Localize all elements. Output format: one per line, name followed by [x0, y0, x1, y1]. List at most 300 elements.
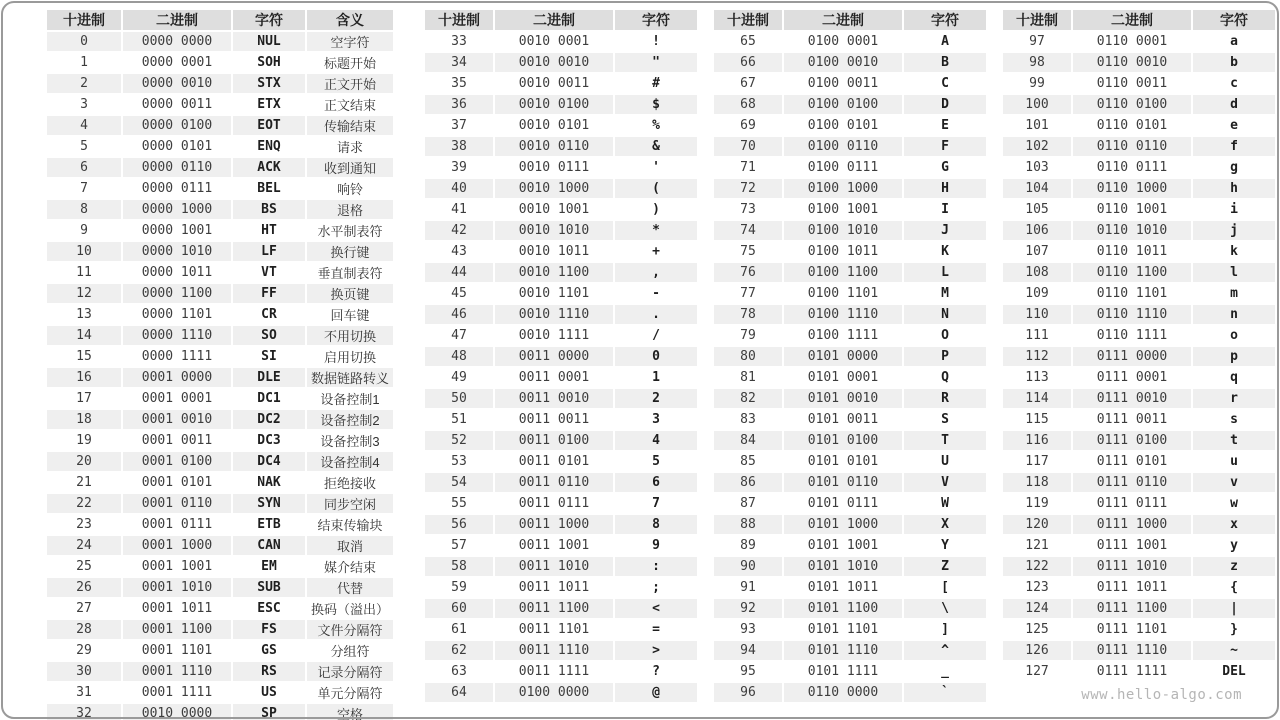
- column-header-decimal: 十进制: [1003, 10, 1071, 30]
- cell-decimal: 102: [1003, 137, 1071, 156]
- cell-binary: 0011 1000: [495, 515, 613, 534]
- cell-binary: 0100 0001: [784, 32, 902, 51]
- cell-decimal: 61: [425, 620, 493, 639]
- cell-char: R: [904, 389, 986, 408]
- cell-decimal: 19: [47, 431, 121, 450]
- cell-decimal: 68: [714, 95, 782, 114]
- table-row: [47, 431, 393, 450]
- cell-binary: 0100 0110: [784, 137, 902, 156]
- cell-decimal: 7: [47, 179, 121, 198]
- cell-decimal: 66: [714, 53, 782, 72]
- cell-char: b: [1193, 53, 1275, 72]
- column-header-char: 字符: [615, 10, 697, 30]
- cell-decimal: 56: [425, 515, 493, 534]
- cell-binary: 0010 0101: [495, 116, 613, 135]
- cell-char: /: [615, 326, 697, 345]
- cell-decimal: 92: [714, 599, 782, 618]
- table-row: [47, 473, 393, 492]
- cell-decimal: 121: [1003, 536, 1071, 555]
- cell-char: DC3: [233, 431, 305, 450]
- table-row: [714, 158, 986, 177]
- table-row: [714, 536, 986, 555]
- cell-char: ACK: [233, 158, 305, 177]
- cell-binary: 0010 1000: [495, 179, 613, 198]
- cell-binary: 0110 0000: [784, 683, 902, 702]
- cell-decimal: 58: [425, 557, 493, 576]
- cell-meaning: 换码（溢出）: [307, 599, 393, 618]
- column-header-char: 字符: [1193, 10, 1275, 30]
- cell-decimal: 96: [714, 683, 782, 702]
- table-row: [425, 410, 697, 429]
- cell-decimal: 104: [1003, 179, 1071, 198]
- cell-meaning: 媒介结束: [307, 557, 393, 576]
- cell-decimal: 13: [47, 305, 121, 324]
- column-header-meaning: 含义: [307, 10, 393, 30]
- table-row: [1003, 326, 1275, 345]
- cell-decimal: 127: [1003, 662, 1071, 681]
- cell-decimal: 47: [425, 326, 493, 345]
- table-row: [425, 620, 697, 639]
- table-row: [1003, 368, 1275, 387]
- cell-meaning: 拒绝接收: [307, 473, 393, 492]
- column-header-binary: 二进制: [495, 10, 613, 30]
- cell-char: 5: [615, 452, 697, 471]
- cell-char: D: [904, 95, 986, 114]
- table-row: [47, 179, 393, 198]
- cell-decimal: 105: [1003, 200, 1071, 219]
- cell-decimal: 70: [714, 137, 782, 156]
- cell-binary: 0101 1010: [784, 557, 902, 576]
- cell-decimal: 11: [47, 263, 121, 282]
- table-row: [47, 116, 393, 135]
- table-row: [425, 116, 697, 135]
- cell-decimal: 36: [425, 95, 493, 114]
- table-row: [1003, 95, 1275, 114]
- ascii-table-control: [45, 8, 395, 720]
- table-row: [714, 599, 986, 618]
- table-row: [1003, 431, 1275, 450]
- cell-decimal: 77: [714, 284, 782, 303]
- cell-decimal: 126: [1003, 641, 1071, 660]
- cell-decimal: 103: [1003, 158, 1071, 177]
- cell-binary: 0100 0011: [784, 74, 902, 93]
- cell-decimal: 80: [714, 347, 782, 366]
- cell-binary: 0111 1010: [1073, 557, 1191, 576]
- table-row: [425, 179, 697, 198]
- cell-char: P: [904, 347, 986, 366]
- cell-decimal: 75: [714, 242, 782, 261]
- cell-decimal: 98: [1003, 53, 1071, 72]
- cell-decimal: 17: [47, 389, 121, 408]
- cell-char: j: [1193, 221, 1275, 240]
- table-row: [425, 284, 697, 303]
- cell-char: SI: [233, 347, 305, 366]
- table-row: [47, 662, 393, 681]
- cell-char: s: [1193, 410, 1275, 429]
- column-header-decimal: 十进制: [714, 10, 782, 30]
- cell-char: SOH: [233, 53, 305, 72]
- cell-binary: 0010 0010: [495, 53, 613, 72]
- cell-binary: 0110 0101: [1073, 116, 1191, 135]
- table-row: [425, 662, 697, 681]
- cell-char: S: [904, 410, 986, 429]
- cell-char: CR: [233, 305, 305, 324]
- cell-char: k: [1193, 242, 1275, 261]
- cell-binary: 0110 1110: [1073, 305, 1191, 324]
- table-row: [425, 683, 697, 702]
- cell-decimal: 83: [714, 410, 782, 429]
- cell-decimal: 84: [714, 431, 782, 450]
- cell-meaning: 回车键: [307, 305, 393, 324]
- cell-binary: 0000 1010: [123, 242, 231, 261]
- table-row: [1003, 158, 1275, 177]
- table-row: [425, 158, 697, 177]
- cell-binary: 0010 1111: [495, 326, 613, 345]
- table-row: [714, 368, 986, 387]
- table-row: [425, 599, 697, 618]
- cell-binary: 0000 1100: [123, 284, 231, 303]
- table-row: [714, 578, 986, 597]
- header-row: [47, 10, 393, 30]
- cell-binary: 0001 0110: [123, 494, 231, 513]
- cell-binary: 0001 0001: [123, 389, 231, 408]
- table-row: [47, 284, 393, 303]
- table-row: [47, 32, 393, 51]
- cell-binary: 0001 0000: [123, 368, 231, 387]
- cell-binary: 0011 1100: [495, 599, 613, 618]
- cell-binary: 0111 1000: [1073, 515, 1191, 534]
- cell-char: L: [904, 263, 986, 282]
- cell-char: $: [615, 95, 697, 114]
- ascii-table-lowercase: [1001, 8, 1277, 683]
- cell-char: V: [904, 473, 986, 492]
- table-row: [425, 305, 697, 324]
- cell-binary: 0110 0110: [1073, 137, 1191, 156]
- column-header-char: 字符: [233, 10, 305, 30]
- cell-meaning: 数据链路转义: [307, 368, 393, 387]
- cell-decimal: 88: [714, 515, 782, 534]
- table-row: [47, 74, 393, 93]
- cell-binary: 0110 0001: [1073, 32, 1191, 51]
- cell-binary: 0110 0010: [1073, 53, 1191, 72]
- cell-binary: 0100 1101: [784, 284, 902, 303]
- cell-decimal: 69: [714, 116, 782, 135]
- cell-char: ": [615, 53, 697, 72]
- table-row: [425, 452, 697, 471]
- cell-decimal: 10: [47, 242, 121, 261]
- cell-decimal: 111: [1003, 326, 1071, 345]
- cell-decimal: 74: [714, 221, 782, 240]
- cell-binary: 0010 0111: [495, 158, 613, 177]
- cell-decimal: 53: [425, 452, 493, 471]
- cell-binary: 0100 1111: [784, 326, 902, 345]
- cell-decimal: 24: [47, 536, 121, 555]
- cell-decimal: 8: [47, 200, 121, 219]
- cell-binary: 0101 0101: [784, 452, 902, 471]
- cell-binary: 0100 0000: [495, 683, 613, 702]
- cell-decimal: 51: [425, 410, 493, 429]
- table-row: [714, 494, 986, 513]
- cell-decimal: 87: [714, 494, 782, 513]
- table-row: [425, 389, 697, 408]
- table-row: [47, 515, 393, 534]
- cell-char: #: [615, 74, 697, 93]
- cell-decimal: 120: [1003, 515, 1071, 534]
- cell-binary: 0011 1110: [495, 641, 613, 660]
- cell-char: a: [1193, 32, 1275, 51]
- cell-binary: 0101 1111: [784, 662, 902, 681]
- table-row: [714, 32, 986, 51]
- cell-meaning: 换行键: [307, 242, 393, 261]
- table-row: [714, 74, 986, 93]
- cell-char: \: [904, 599, 986, 618]
- table-row: [425, 32, 697, 51]
- cell-char: &: [615, 137, 697, 156]
- table-row: [47, 221, 393, 240]
- cell-binary: 0111 0100: [1073, 431, 1191, 450]
- cell-char: M: [904, 284, 986, 303]
- table-row: [1003, 137, 1275, 156]
- table-row: [1003, 116, 1275, 135]
- cell-char: 4: [615, 431, 697, 450]
- table-row: [47, 704, 393, 720]
- table-row: [1003, 53, 1275, 72]
- table-row: [47, 536, 393, 555]
- cell-decimal: 65: [714, 32, 782, 51]
- table-row: [1003, 410, 1275, 429]
- cell-decimal: 64: [425, 683, 493, 702]
- cell-binary: 0111 0010: [1073, 389, 1191, 408]
- cell-char: I: [904, 200, 986, 219]
- cell-binary: 0100 1011: [784, 242, 902, 261]
- cell-decimal: 43: [425, 242, 493, 261]
- cell-binary: 0111 0111: [1073, 494, 1191, 513]
- cell-char: ;: [615, 578, 697, 597]
- cell-meaning: 文件分隔符: [307, 620, 393, 639]
- table-row: [1003, 389, 1275, 408]
- ascii-tables-container: [45, 8, 1277, 720]
- cell-meaning: 设备控制3: [307, 431, 393, 450]
- cell-decimal: 33: [425, 32, 493, 51]
- cell-decimal: 100: [1003, 95, 1071, 114]
- cell-meaning: 单元分隔符: [307, 683, 393, 702]
- cell-decimal: 54: [425, 473, 493, 492]
- cell-decimal: 113: [1003, 368, 1071, 387]
- cell-char: CAN: [233, 536, 305, 555]
- column-header-char: 字符: [904, 10, 986, 30]
- table-row: [425, 242, 697, 261]
- cell-meaning: 不用切换: [307, 326, 393, 345]
- cell-binary: 0101 0100: [784, 431, 902, 450]
- cell-char: BS: [233, 200, 305, 219]
- column-header-decimal: 十进制: [425, 10, 493, 30]
- cell-decimal: 44: [425, 263, 493, 282]
- cell-meaning: 同步空闲: [307, 494, 393, 513]
- table-row: [1003, 263, 1275, 282]
- cell-char: DC4: [233, 452, 305, 471]
- cell-decimal: 12: [47, 284, 121, 303]
- cell-char: LF: [233, 242, 305, 261]
- cell-decimal: 9: [47, 221, 121, 240]
- cell-decimal: 27: [47, 599, 121, 618]
- cell-binary: 0011 1011: [495, 578, 613, 597]
- cell-decimal: 95: [714, 662, 782, 681]
- cell-char: 3: [615, 410, 697, 429]
- cell-char: U: [904, 452, 986, 471]
- cell-meaning: 请求: [307, 137, 393, 156]
- cell-char: DLE: [233, 368, 305, 387]
- cell-char: ~: [1193, 641, 1275, 660]
- cell-decimal: 106: [1003, 221, 1071, 240]
- table-row: [47, 494, 393, 513]
- cell-binary: 0111 1111: [1073, 662, 1191, 681]
- cell-char: O: [904, 326, 986, 345]
- cell-binary: 0001 1000: [123, 536, 231, 555]
- table-row: [425, 221, 697, 240]
- cell-binary: 0000 1000: [123, 200, 231, 219]
- cell-binary: 0111 0001: [1073, 368, 1191, 387]
- cell-char: E: [904, 116, 986, 135]
- cell-char: ,: [615, 263, 697, 282]
- cell-decimal: 37: [425, 116, 493, 135]
- table-row: [714, 242, 986, 261]
- cell-char: GS: [233, 641, 305, 660]
- cell-char: RS: [233, 662, 305, 681]
- cell-char: ETX: [233, 95, 305, 114]
- cell-char: l: [1193, 263, 1275, 282]
- cell-char: [: [904, 578, 986, 597]
- table-row: [714, 95, 986, 114]
- cell-char: X: [904, 515, 986, 534]
- table-row: [1003, 494, 1275, 513]
- cell-char: d: [1193, 95, 1275, 114]
- cell-binary: 0101 1101: [784, 620, 902, 639]
- cell-decimal: 82: [714, 389, 782, 408]
- cell-binary: 0011 1010: [495, 557, 613, 576]
- table-row: [47, 326, 393, 345]
- cell-char: r: [1193, 389, 1275, 408]
- cell-decimal: 112: [1003, 347, 1071, 366]
- cell-char: z: [1193, 557, 1275, 576]
- cell-binary: 0111 0011: [1073, 410, 1191, 429]
- cell-binary: 0000 1110: [123, 326, 231, 345]
- cell-binary: 0011 0111: [495, 494, 613, 513]
- cell-decimal: 73: [714, 200, 782, 219]
- table-row: [425, 95, 697, 114]
- cell-meaning: 分组符: [307, 641, 393, 660]
- cell-meaning: 传输结束: [307, 116, 393, 135]
- cell-binary: 0001 1010: [123, 578, 231, 597]
- cell-binary: 0110 0100: [1073, 95, 1191, 114]
- table-row: [47, 242, 393, 261]
- cell-binary: 0000 0011: [123, 95, 231, 114]
- cell-binary: 0111 1101: [1073, 620, 1191, 639]
- cell-decimal: 49: [425, 368, 493, 387]
- cell-decimal: 76: [714, 263, 782, 282]
- table-row: [425, 494, 697, 513]
- table-row: [1003, 74, 1275, 93]
- cell-char: SUB: [233, 578, 305, 597]
- cell-decimal: 118: [1003, 473, 1071, 492]
- cell-char: e: [1193, 116, 1275, 135]
- watermark-url: www.hello-algo.com: [1081, 687, 1242, 703]
- cell-char: 1: [615, 368, 697, 387]
- cell-char: ): [615, 200, 697, 219]
- table-row: [1003, 179, 1275, 198]
- cell-binary: 0010 1101: [495, 284, 613, 303]
- cell-char: Y: [904, 536, 986, 555]
- table-row: [714, 515, 986, 534]
- cell-decimal: 48: [425, 347, 493, 366]
- cell-char: 0: [615, 347, 697, 366]
- table-row: [1003, 515, 1275, 534]
- table-row: [47, 305, 393, 324]
- cell-decimal: 101: [1003, 116, 1071, 135]
- cell-char: |: [1193, 599, 1275, 618]
- cell-binary: 0111 0110: [1073, 473, 1191, 492]
- table-row: [1003, 221, 1275, 240]
- cell-char: SYN: [233, 494, 305, 513]
- cell-binary: 0111 1011: [1073, 578, 1191, 597]
- table-row: [1003, 557, 1275, 576]
- cell-decimal: 35: [425, 74, 493, 93]
- table-row: [47, 452, 393, 471]
- table-row: [425, 368, 697, 387]
- cell-char: :: [615, 557, 697, 576]
- cell-char: f: [1193, 137, 1275, 156]
- cell-meaning: 设备控制4: [307, 452, 393, 471]
- cell-decimal: 115: [1003, 410, 1071, 429]
- cell-char: 8: [615, 515, 697, 534]
- cell-decimal: 59: [425, 578, 493, 597]
- cell-char: Z: [904, 557, 986, 576]
- cell-binary: 0000 0101: [123, 137, 231, 156]
- cell-binary: 0111 1100: [1073, 599, 1191, 618]
- cell-decimal: 123: [1003, 578, 1071, 597]
- cell-decimal: 29: [47, 641, 121, 660]
- cell-binary: 0100 0101: [784, 116, 902, 135]
- cell-binary: 0110 1111: [1073, 326, 1191, 345]
- cell-decimal: 81: [714, 368, 782, 387]
- cell-binary: 0101 0010: [784, 389, 902, 408]
- cell-binary: 0110 1001: [1073, 200, 1191, 219]
- cell-char: H: [904, 179, 986, 198]
- table-row: [1003, 32, 1275, 51]
- cell-char: v: [1193, 473, 1275, 492]
- cell-decimal: 114: [1003, 389, 1071, 408]
- cell-binary: 0011 1111: [495, 662, 613, 681]
- cell-char: 2: [615, 389, 697, 408]
- cell-decimal: 40: [425, 179, 493, 198]
- cell-decimal: 60: [425, 599, 493, 618]
- table-row: [47, 410, 393, 429]
- cell-decimal: 125: [1003, 620, 1071, 639]
- table-row: [425, 536, 697, 555]
- cell-char: -: [615, 284, 697, 303]
- column-header-binary: 二进制: [123, 10, 231, 30]
- cell-decimal: 52: [425, 431, 493, 450]
- table-row: [47, 389, 393, 408]
- cell-char: ^: [904, 641, 986, 660]
- cell-char: g: [1193, 158, 1275, 177]
- cell-char: NAK: [233, 473, 305, 492]
- cell-char: *: [615, 221, 697, 240]
- cell-decimal: 85: [714, 452, 782, 471]
- cell-char: A: [904, 32, 986, 51]
- cell-char: 9: [615, 536, 697, 555]
- cell-binary: 0011 0100: [495, 431, 613, 450]
- cell-char: _: [904, 662, 986, 681]
